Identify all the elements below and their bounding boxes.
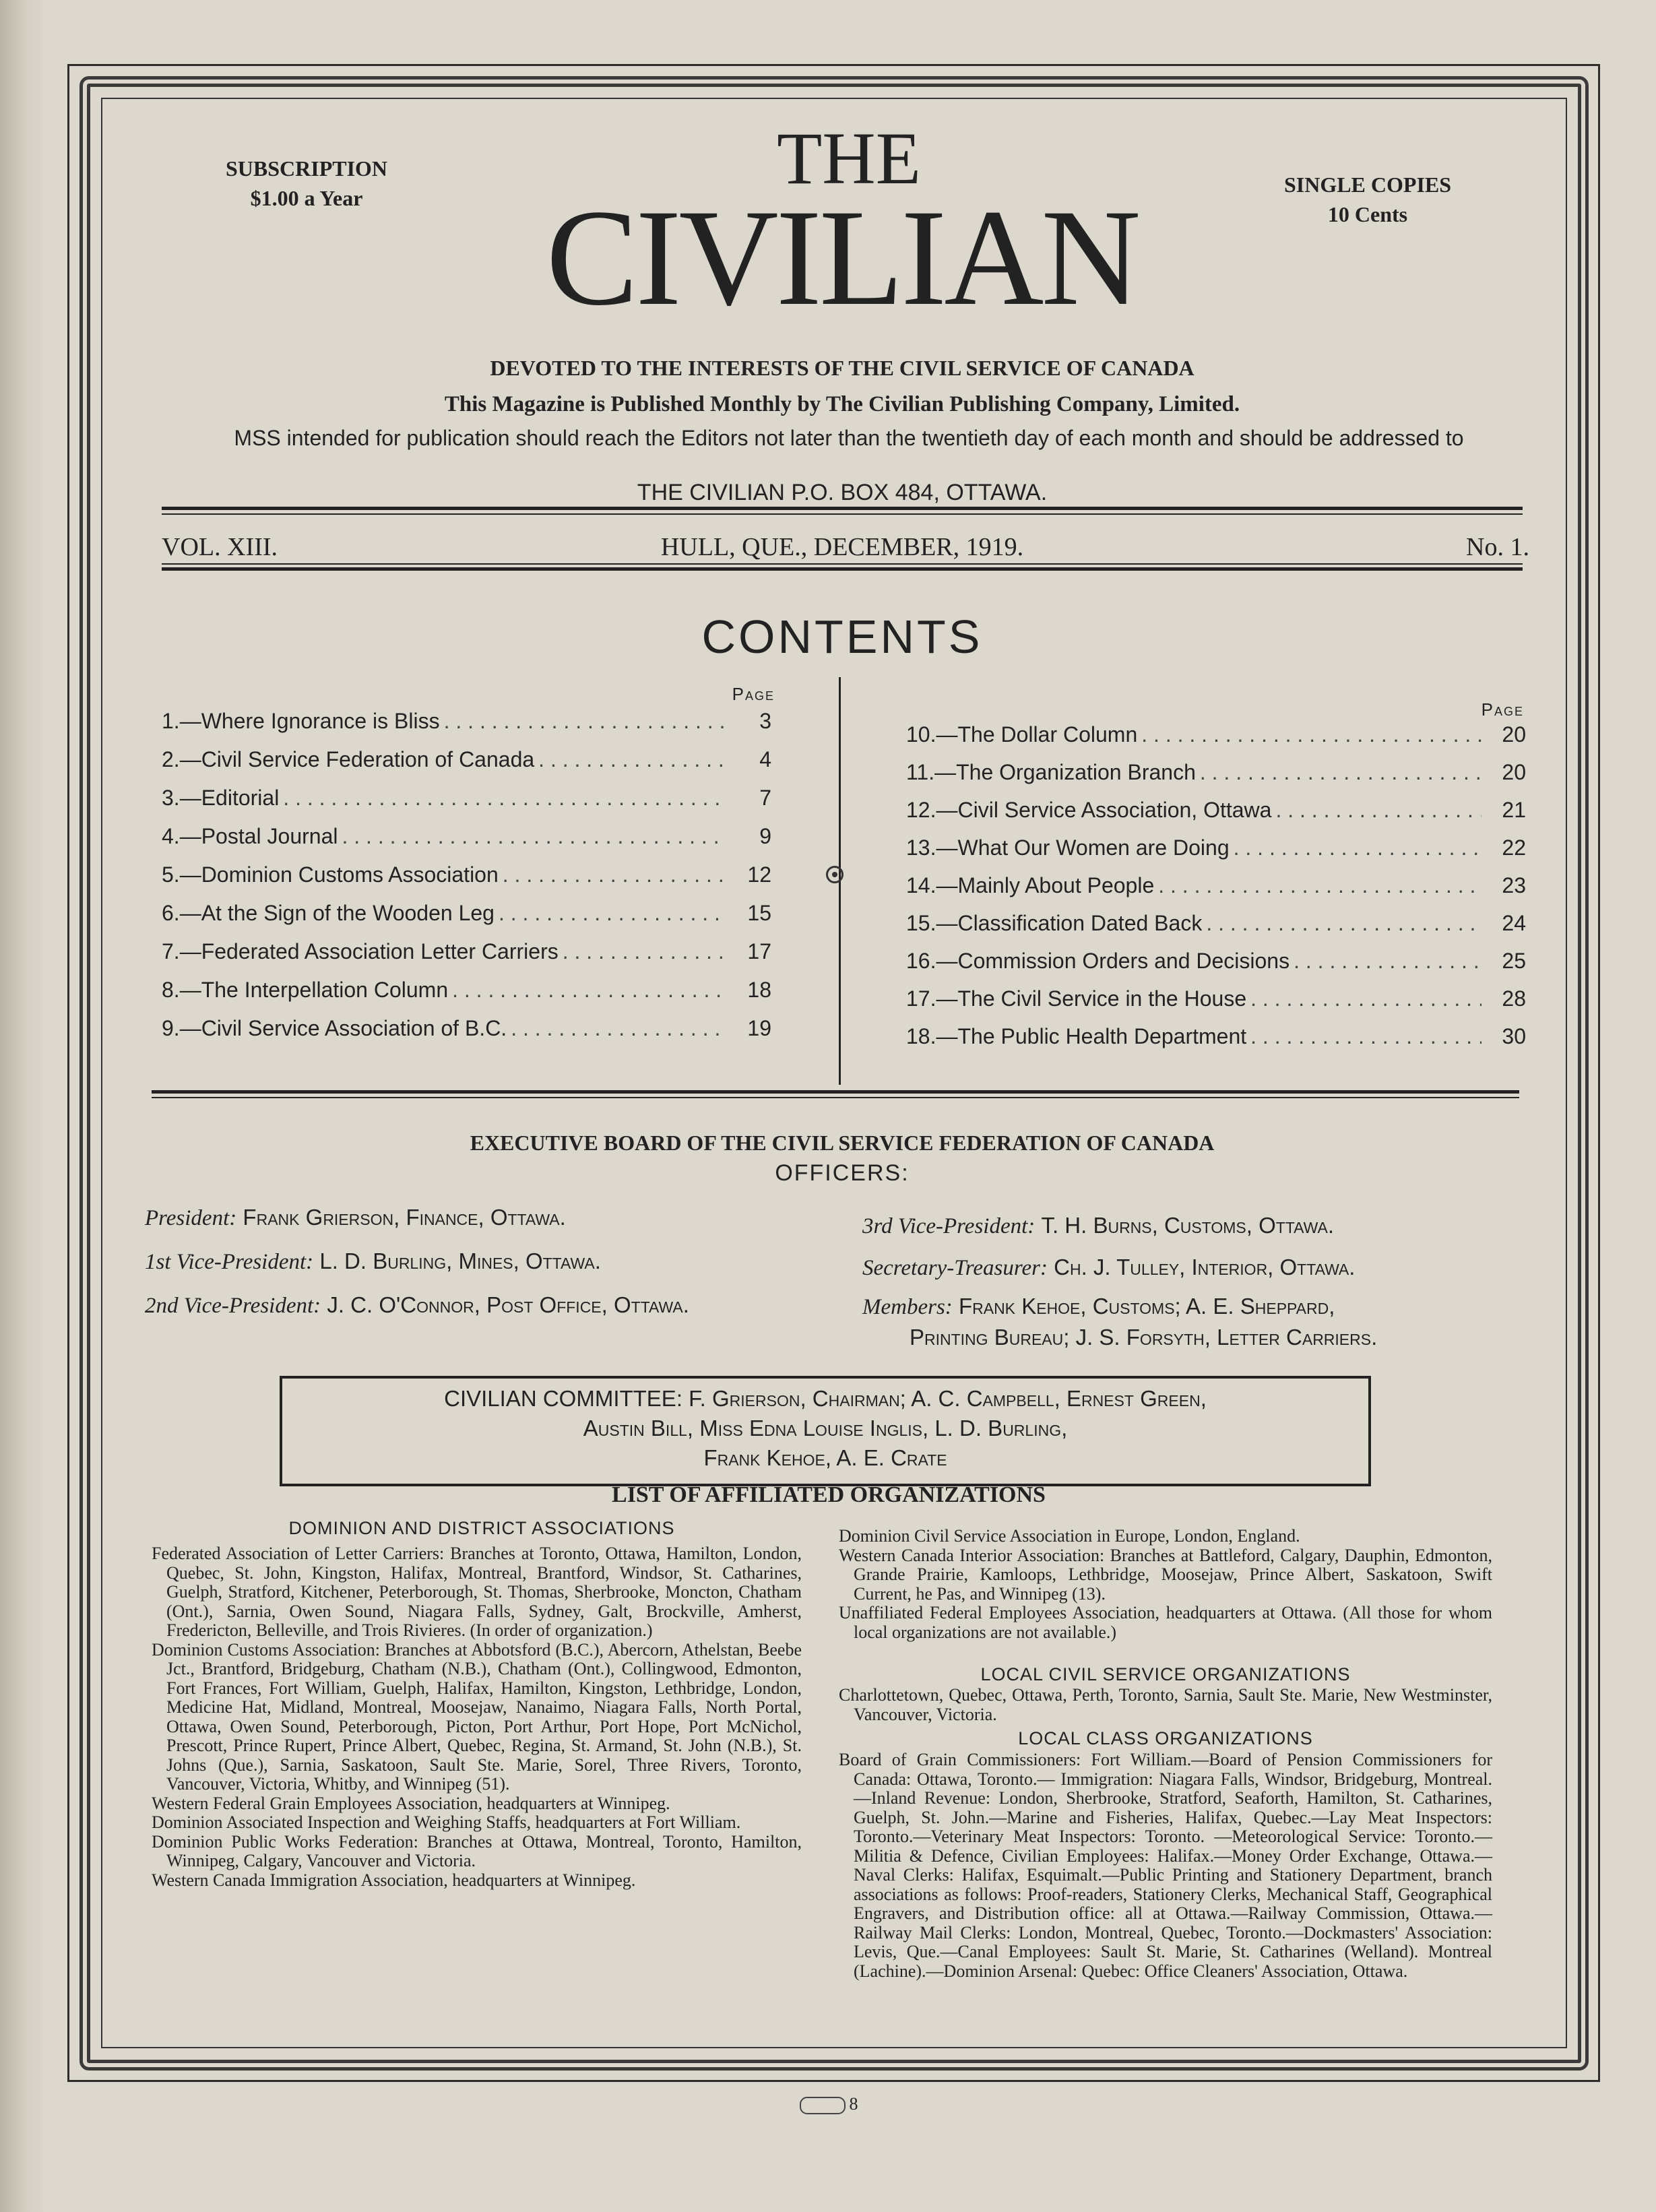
contents-item-page: 17: [747, 939, 771, 963]
officer-vice-president-1: [145, 1249, 601, 1275]
affiliated-entry: Dominion Associated Inspection and Weighing Staffs, headquarters at Fort William.: [152, 1812, 741, 1832]
contents-item-page: 12: [747, 862, 771, 887]
contents-item-page: 19: [747, 1016, 771, 1040]
officer-name: T. H. Burns, Customs, Ottawa.: [1041, 1213, 1335, 1238]
leader-dots: [1234, 835, 1482, 860]
affiliated-entry: Board of Grain Commissioners: Fort William.—Board of Pension Commissioners for Canada: Ottawa, Toronto.— Immigration: Niagara Falls, Windsor, Bridgeburg, Montreal.—Inland Revenue: London, Sherbrooke, Stratford, Seaforth, Hamilton, St. Catharines, Guelph, St. John.—Marine and Fisheries, Halifax, Quebec.—Lay Meat Inspectors: Toronto.—Veterinary Meat Inspectors: Toronto. —Meteorological Service: Toronto.—Militia & Defence, Civilian Employees: Halifax.—Money Order Exchange, Ottawa.—Naval Clerks: Halifax, Esquimalt.—Public Printing and Stationery Department, branch associations as follows: Proof-readers, Stationery Clerks, Mechanical Staff, Geographical Engravers, and Distribution office: all at Ottawa.—Railway Commission, Ottawa.—Railway Mail Clerks: London, Montreal, Quebec, Toronto.—Dockmasters' Association: Levis, Que.—Canal Employees: Sault St. Marie, St. Catharines (Welland). Montreal (Lachine).—Dominion Arsenal: Quebec: Office Cleaners' Association, Ottawa.: [839, 1750, 1492, 1981]
leader-dots: [1141, 722, 1482, 747]
header-rule-bottom-thin: [162, 563, 1523, 565]
contents-item-title: 13.—What Our Women are Doing: [906, 835, 1230, 860]
officer-members: [862, 1294, 1335, 1320]
dominion-district-heading: DOMINION AND DISTRICT ASSOCIATIONS: [288, 1518, 675, 1538]
contents-item-page: 20: [1502, 722, 1526, 747]
affiliated-entry: Charlottetown, Quebec, Ottawa, Perth, Toronto, Sarnia, Sault Ste. Marie, New Westminster, Vancouver, Victoria.: [839, 1685, 1492, 1724]
affiliated-entry: Western Canada Immigration Association, headquarters at Winnipeg.: [152, 1870, 636, 1890]
contents-item-title: 5.—Dominion Customs Association: [162, 862, 499, 887]
officer-vice-president-3: [862, 1213, 1334, 1239]
contents-item-title: 4.—Postal Journal: [162, 824, 338, 848]
contents-item-page: 23: [1502, 873, 1526, 897]
contents-item-page: 3: [759, 709, 771, 733]
contents-item[interactable]: [906, 949, 1526, 986]
contents-item-title: 16.—Commission Orders and Decisions: [906, 949, 1290, 973]
committee-line-1: CIVILIAN COMMITTEE: F. Grierson, Chairman; A. C. Campbell, Ernest Green,: [444, 1386, 1207, 1411]
leader-dots: [1158, 873, 1482, 898]
contents-item-title: 6.—At the Sign of the Wooden Leg: [162, 901, 495, 925]
officer-vice-president-2: [145, 1292, 689, 1319]
officer-role: President:: [145, 1206, 237, 1230]
contents-item-page: 30: [1502, 1024, 1526, 1048]
single-copies-label: SINGLE COPIES: [1283, 172, 1452, 197]
contents-item[interactable]: [906, 722, 1526, 760]
local-class-heading: LOCAL CLASS ORGANIZATIONS: [1018, 1728, 1313, 1748]
contents-item-page: 21: [1502, 798, 1526, 822]
book-gutter: [0, 0, 47, 2212]
contents-item[interactable]: [906, 760, 1526, 798]
contents-item[interactable]: [906, 798, 1526, 835]
affiliated-entry: Dominion Customs Association: Branches at Abbotsford (B.C.), Abercorn, Athelstan, Beebe Jct., Brantford, Bridgeburg, Chatham (N.B.), Chatham (Ont.), Collingwood, Edmonton, Fort Frances, Fort William, Guelph, Halifax, Hamilton, Kingston, Lethbridge, London, Medicine Hat, Midland, Montreal, Moosejaw, Nanaimo, Niagara Falls, North Portal, Ottawa, Owen Sound, Peterborough, Picton, Port Arthur, Port Hope, Port McNichol, Prescott, Prince Rupert, Prince Albert, Quebec, Regina, St. Armand, St. John (N.B.), St. Johns (Que.), Sarnia, Saskatoon, Sault Ste. Marie, Sorel, Three Rivers, Toronto, Vancouver, Victoria, Whitby, and Winnipeg (51).: [152, 1639, 802, 1794]
contents-item[interactable]: [162, 939, 771, 977]
dominion-district-list: [152, 1544, 802, 1890]
contents-item-title: 7.—Federated Association Letter Carriers: [162, 939, 559, 963]
volume-number: VOL. XIII.: [162, 533, 278, 561]
affiliated-entry: Western Federal Grain Employees Association, headquarters at Winnipeg.: [152, 1793, 670, 1813]
leader-dots: [1250, 986, 1482, 1011]
contents-item[interactable]: [906, 873, 1526, 911]
contents-item[interactable]: [162, 901, 771, 939]
divider-ornament: [826, 866, 843, 883]
page-column-label-left: Page: [732, 684, 775, 704]
contents-item-page: 22: [1502, 835, 1526, 860]
officer-name: J. C. O'Connor, Post Office, Ottawa.: [327, 1292, 689, 1317]
contents-item[interactable]: [906, 986, 1526, 1024]
contents-item[interactable]: [162, 1016, 771, 1054]
issue-number: No. 1.: [1466, 533, 1529, 561]
officer-secretary-treasurer: [862, 1255, 1355, 1281]
contents-item-title: 10.—The Dollar Column: [906, 722, 1138, 747]
affiliated-entry: Dominion Civil Service Association in Europe, London, England.: [839, 1526, 1300, 1546]
leader-dots: [503, 862, 727, 887]
contents-item-title: 8.—The Interpellation Column: [162, 978, 449, 1002]
officer-president: [145, 1205, 566, 1231]
officer-name: Ch. J. Tulley, Interior, Ottawa.: [1054, 1255, 1356, 1279]
officer-role: Members:: [862, 1295, 953, 1319]
subscription-label: SUBSCRIPTION: [225, 156, 388, 181]
leader-dots: [563, 939, 727, 964]
subscription-price: $1.00 a Year: [250, 186, 363, 210]
leader-dots: [1206, 911, 1482, 936]
members-line-2: Printing Bureau; J. S. Forsyth, Letter Carriers.: [910, 1325, 1378, 1350]
contents-item-title: 12.—Civil Service Association, Ottawa: [906, 798, 1272, 822]
contents-item[interactable]: [162, 862, 771, 900]
members-line-1: Frank Kehoe, Customs; A. E. Sheppard,: [958, 1294, 1335, 1319]
printer-ornament-icon: [800, 2097, 846, 2114]
contents-item-title: 1.—Where Ignorance is Bliss: [162, 709, 440, 733]
local-civil-list: [839, 1686, 1492, 1724]
leader-dots: [511, 1016, 727, 1041]
contents-item-title: 14.—Mainly About People: [906, 873, 1155, 897]
contents-item-page: 18: [747, 978, 771, 1002]
masthead-the: THE: [777, 117, 921, 199]
contents-item-page: 20: [1502, 760, 1526, 784]
committee-line-3: Frank Kehoe, A. E. Crate: [703, 1445, 947, 1470]
contents-item[interactable]: [162, 786, 771, 823]
officer-role: Secretary-Treasurer:: [862, 1256, 1048, 1280]
contents-item-title: 17.—The Civil Service in the House: [906, 986, 1247, 1011]
single-copies-notice: [1253, 170, 1482, 229]
leader-dots: [342, 824, 727, 849]
affiliated-entry: Federated Association of Letter Carriers: Branches at Toronto, Ottawa, Hamilton, London, Quebec, St. John, Kingston, Halifax, Montreal, Brantford, Windsor, St. Catharines, Guelph, Stratford, Kitchener, Peterborough, St. Thomas, Sherbrooke, Moncton, Chatham (Ont.), Sarnia, Owen Sound, Niagara Falls, Sydney, Galt, Brockville, Amherst, Fredericton, Belleville, and Trois Rivieres. (In order of organization.): [152, 1544, 802, 1640]
contents-item-title: 18.—The Public Health Department: [906, 1024, 1247, 1048]
contents-item-title: 11.—The Organization Branch: [906, 760, 1196, 784]
contents-item[interactable]: [162, 824, 771, 862]
contents-item-page: 28: [1502, 986, 1526, 1011]
affiliated-entry: Dominion Public Works Federation: Branches at Ottawa, Montreal, Toronto, Hamilton, Winnipeg, Calgary, Vancouver and Victoria.: [152, 1831, 802, 1870]
contents-item-page: 15: [747, 901, 771, 925]
page-number: 8: [849, 2094, 858, 2114]
contents-item-page: 25: [1502, 949, 1526, 973]
leader-dots: [283, 786, 727, 811]
contents-item[interactable]: [906, 1024, 1526, 1062]
contents-item-title: 2.—Civil Service Federation of Canada: [162, 747, 535, 771]
contents-item[interactable]: [906, 911, 1526, 949]
masthead-devoted: DEVOTED TO THE INTERESTS OF THE CIVIL SERVICE OF CANADA: [490, 356, 1195, 380]
affiliated-entry: Unaffiliated Federal Employees Association, headquarters at Ottawa. (All those for whom local organizations are not available.): [839, 1603, 1492, 1642]
issue-date: HULL, QUE., DECEMBER, 1919.: [660, 533, 1024, 561]
local-civil-heading: LOCAL CIVIL SERVICE ORGANIZATIONS: [980, 1664, 1351, 1684]
leader-dots: [1294, 949, 1482, 974]
single-copies-price: 10 Cents: [1327, 202, 1408, 226]
subscription-notice: [182, 154, 431, 213]
contents-item-title: 3.—Editorial: [162, 786, 280, 810]
civilian-committee-box: [280, 1376, 1371, 1486]
officers-label: OFFICERS:: [775, 1160, 910, 1186]
officer-role: 2nd Vice-President:: [145, 1294, 321, 1318]
affiliated-right-top: [839, 1527, 1492, 1642]
contents-item-page: 9: [759, 824, 771, 848]
contents-item[interactable]: [162, 978, 771, 1015]
committee-text: [282, 1384, 1368, 1473]
affiliated-entry: Western Canada Interior Association: Branches at Battleford, Calgary, Dauphin, Edmonton, Grande Prairie, Kamloops, Lethbridge, Moosejaw, Prince Albert, Saskatoon, Swift Current, he Pas, and Winnipeg (13).: [839, 1545, 1492, 1604]
contents-item[interactable]: [906, 835, 1526, 873]
contents-rule-top: [152, 1090, 1519, 1094]
leader-dots: [1275, 798, 1482, 823]
contents-title: CONTENTS: [701, 610, 983, 663]
affiliated-title: LIST OF AFFILIATED ORGANIZATIONS: [612, 1482, 1046, 1507]
officer-name: Frank Grierson, Finance, Ottawa.: [243, 1205, 566, 1230]
contents-item-page: 4: [759, 747, 771, 771]
officer-role: 1st Vice-President:: [145, 1250, 314, 1274]
officer-role: 3rd Vice-President:: [862, 1214, 1036, 1238]
local-class-list: [839, 1750, 1492, 1981]
committee-line-2: Austin Bill, Miss Edna Louise Inglis, L. D. Burling,: [583, 1416, 1068, 1441]
mss-notice: MSS intended for publication should reach the Editors not later than the twentieth day of each month and should be addressed to: [234, 426, 1464, 450]
contents-item-title: 15.—Classification Dated Back: [906, 911, 1203, 935]
contents-item[interactable]: [162, 709, 771, 747]
leader-dots: [538, 747, 727, 772]
page-folio: [761, 2094, 896, 2114]
contents-rule-thin: [152, 1097, 1519, 1098]
officer-name: L. D. Burling, Mines, Ottawa.: [319, 1249, 601, 1273]
leader-dots: [1250, 1024, 1482, 1049]
postal-address: THE CIVILIAN P.O. BOX 484, OTTAWA.: [637, 480, 1048, 505]
page-column-label-right: Page: [1481, 699, 1524, 720]
masthead-title: CIVILIAN: [546, 181, 1139, 334]
leader-dots: [499, 901, 727, 926]
header-rule-top: [162, 507, 1523, 510]
contents-item[interactable]: [162, 747, 771, 785]
executive-board-title: EXECUTIVE BOARD OF THE CIVIL SERVICE FEDERATION OF CANADA: [470, 1131, 1215, 1155]
masthead-published: This Magazine is Published Monthly by The Civilian Publishing Company, Limited.: [444, 392, 1240, 416]
contents-item-title: 9.—Civil Service Association of B.C.: [162, 1016, 507, 1040]
leader-dots: [452, 978, 727, 1003]
leader-dots: [444, 709, 727, 734]
contents-item-page: 7: [759, 786, 771, 810]
contents-item-page: 24: [1502, 911, 1526, 935]
header-rule-top-thin: [162, 513, 1523, 515]
header-rule-bottom: [162, 567, 1523, 571]
leader-dots: [1200, 760, 1482, 785]
